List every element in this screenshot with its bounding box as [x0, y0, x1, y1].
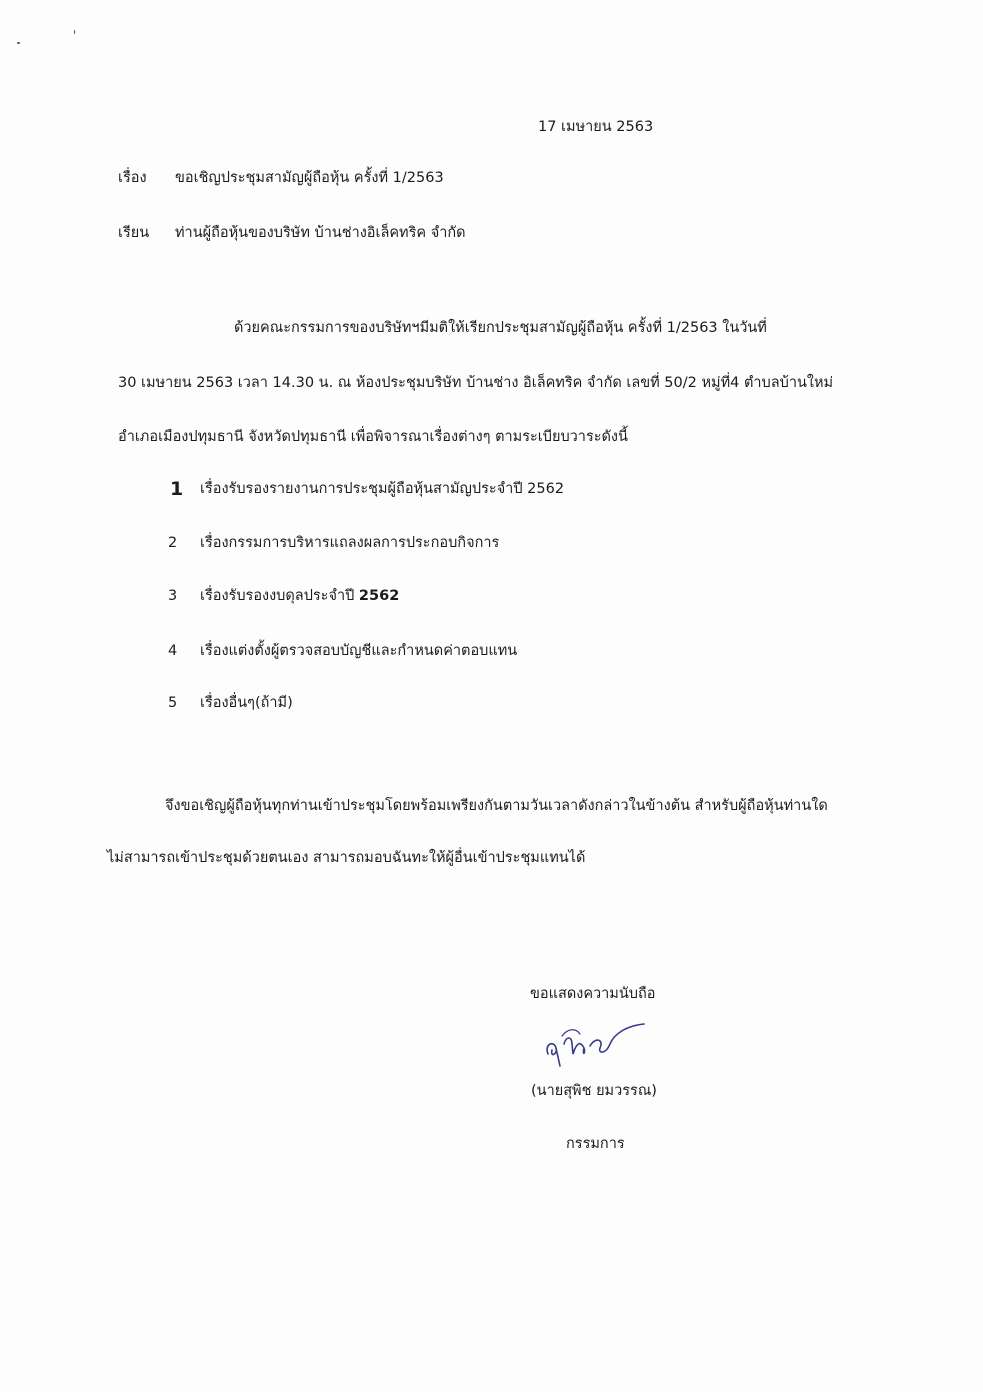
scan-speck: [74, 30, 75, 34]
agenda-item-text-main: เรื่องรับรองงบดุลประจำปี: [200, 588, 359, 604]
letter-date: 17 เมษายน 2563: [538, 119, 654, 135]
handwritten-signature: [540, 1014, 650, 1074]
agenda-item-number: 3: [168, 588, 178, 604]
body-paragraph-1-line-3: อำเภอเมืองปทุมธานี จังหวัดปทุมธานี เพื่อพิจารณาเรื่องต่างๆ ตามระเบียบวาระดังนี้: [118, 429, 628, 445]
recipient-text: ท่านผู้ถือหุ้นของบริษัท บ้านช่างอิเล็คทริค จำกัด: [175, 225, 466, 241]
closing-phrase: ขอแสดงความนับถือ: [530, 986, 656, 1002]
agenda-item-number: 1: [170, 478, 184, 500]
agenda-item-text: เรื่องแต่งตั้งผู้ตรวจสอบบัญชีและกำหนดค่าตอบแทน: [200, 643, 518, 659]
agenda-item-text: เรื่องอื่นๆ(ถ้ามี): [200, 695, 293, 711]
agenda-item-text: เรื่องกรรมการบริหารแถลงผลการประกอบกิจการ: [200, 535, 500, 551]
body-paragraph-2-line-2: ไม่สามารถเข้าประชุมด้วยตนเอง สามารถมอบฉันทะให้ผู้อื่นเข้าประชุมแทนได้: [107, 850, 586, 866]
agenda-item-number: 5: [168, 695, 178, 711]
agenda-item-text: [200, 586, 399, 606]
subject-text: ขอเชิญประชุมสามัญผู้ถือหุ้น ครั้งที่ 1/2563: [175, 170, 444, 186]
signatory-name: (นายสุพิช ยมวรรณ): [531, 1083, 657, 1099]
signatory-position: กรรมการ: [566, 1136, 625, 1152]
body-paragraph-1-line-2: 30 เมษายน 2563 เวลา 14.30 น. ณ ห้องประชุมบริษัท บ้านช่าง อิเล็คทริค จำกัด เลขที่ 50/2 หมู่ที่4 ตำบลบ้านใหม่: [118, 375, 834, 391]
agenda-item-number: 4: [168, 643, 178, 659]
agenda-item-year: 2562: [358, 588, 400, 604]
agenda-item-number: 2: [168, 535, 178, 551]
agenda-item-text: เรื่องรับรองรายงานการประชุมผู้ถือหุ้นสามัญประจำปี 2562: [200, 481, 565, 497]
subject-label: เรื่อง: [118, 170, 147, 186]
recipient-label: เรียน: [118, 225, 150, 241]
scan-speck: [17, 42, 20, 44]
body-paragraph-2-line-1: จึงขอเชิญผู้ถือหุ้นทุกท่านเข้าประชุมโดยพร้อมเพรียงกันตามวันเวลาดังกล่าวในข้างต้น สำหรับผู้ถือหุ้นท่านใด: [165, 798, 828, 814]
body-paragraph-1-line-1: ด้วยคณะกรรมการของบริษัทฯมีมติให้เรียกประชุมสามัญผู้ถือหุ้น ครั้งที่ 1/2563 ในวันที่: [234, 320, 767, 336]
